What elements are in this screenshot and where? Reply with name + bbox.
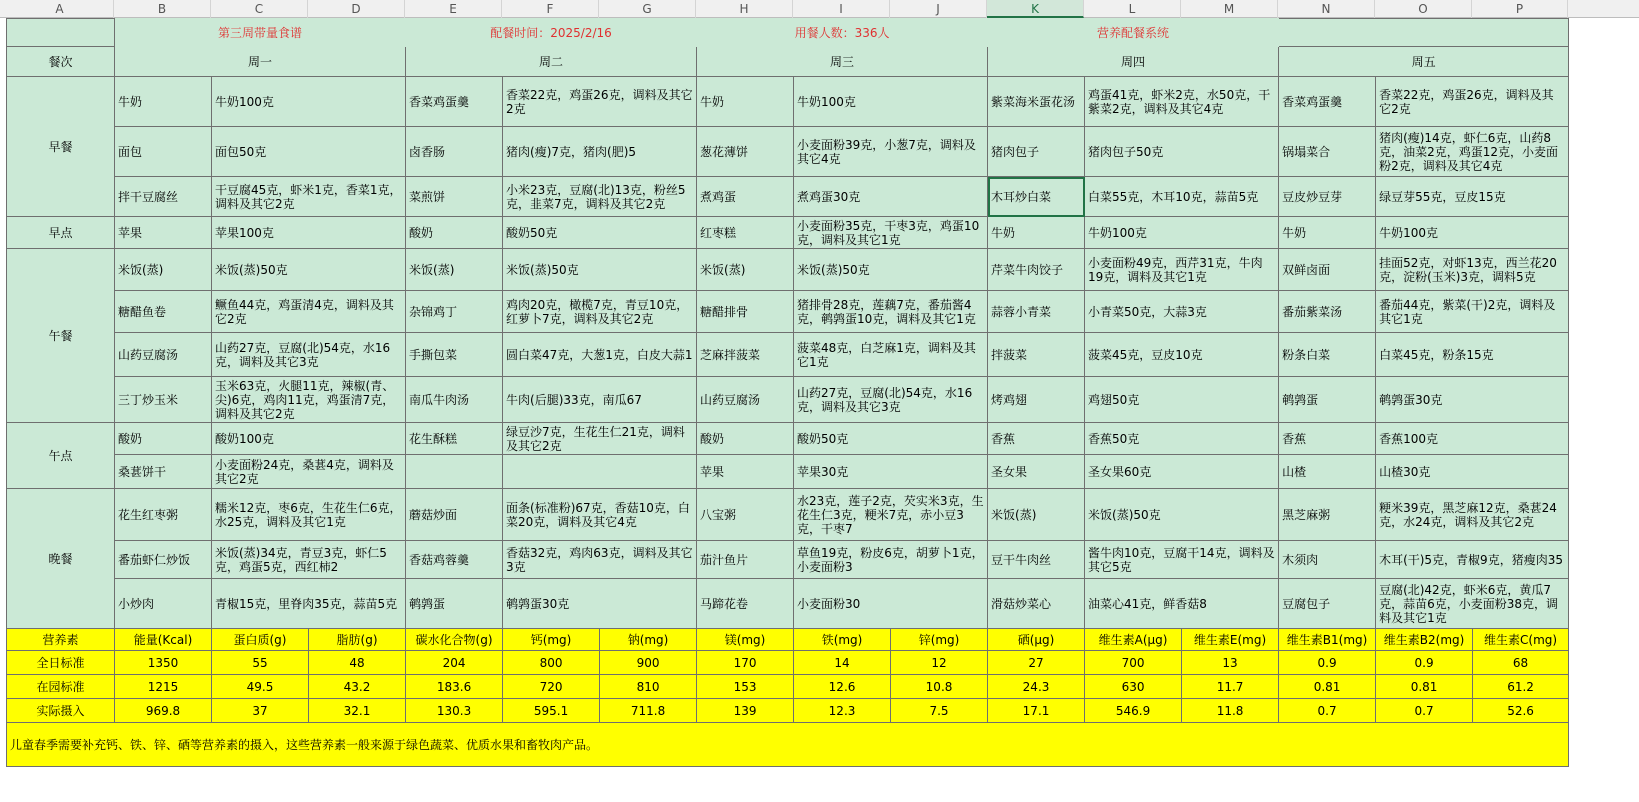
dish-ingredients[interactable]: 小麦面粉35克，干枣3克，鸡蛋10克，调料及其它1克 (794, 217, 988, 249)
nutrient-value[interactable]: 48 (309, 651, 406, 675)
dish-ingredients[interactable]: 米饭(蒸)34克，青豆3克，虾仁5克，鸡蛋5克，西红柿2 (212, 541, 406, 579)
standard-label[interactable]: 在园标准 (7, 675, 115, 699)
dish-ingredients[interactable]: 鸡翅50克 (1085, 377, 1279, 423)
dish-name[interactable]: 烤鸡翅 (988, 377, 1085, 423)
dish-ingredients[interactable]: 牛奶100克 (794, 77, 988, 127)
nutrient-value[interactable]: 12.3 (794, 699, 891, 723)
column-header-g[interactable]: G (599, 0, 696, 18)
dish-ingredients[interactable]: 牛肉(后腿)33克，南瓜67 (503, 377, 697, 423)
nutrient-value[interactable]: 52.6 (1473, 699, 1569, 723)
nutrient-header[interactable]: 蛋白质(g) (212, 629, 309, 651)
meal-column-header[interactable]: 餐次 (7, 47, 115, 77)
dish-ingredients[interactable]: 绿豆芽55克，豆皮15克 (1376, 177, 1569, 217)
dish-ingredients[interactable]: 酱牛肉10克，豆腐干14克，调料及其它5克 (1085, 541, 1279, 579)
dish-ingredients[interactable]: 猪排骨28克，莲藕7克，番茄酱4克，鹌鹑蛋10克，调料及其它1克 (794, 291, 988, 333)
meal-label[interactable]: 午点 (7, 423, 115, 489)
dish-ingredients[interactable]: 鹌鹑蛋30克 (503, 579, 697, 629)
nutrient-value[interactable]: 810 (600, 675, 697, 699)
dish-name[interactable]: 花生酥糕 (406, 423, 503, 455)
dish-name[interactable]: 山药豆腐汤 (697, 377, 794, 423)
nutrient-value[interactable]: 969.8 (115, 699, 212, 723)
dish-ingredients[interactable]: 粳米39克，黑芝麻12克，桑葚24克，水24克，调料及其它2克 (1376, 489, 1569, 541)
dish-ingredients[interactable]: 番茄44克，紫菜(干)2克，调料及其它1克 (1376, 291, 1569, 333)
nutrient-header[interactable]: 营养素 (7, 629, 115, 651)
dish-name[interactable]: 酸奶 (697, 423, 794, 455)
nutrient-value[interactable]: 12.6 (794, 675, 891, 699)
nutrient-value[interactable]: 0.9 (1279, 651, 1376, 675)
nutrient-value[interactable]: 14 (794, 651, 891, 675)
column-header-bar (0, 0, 1639, 18)
dish-name[interactable]: 苹果 (697, 455, 794, 489)
nutrient-header[interactable]: 维生素B1(mg) (1279, 629, 1376, 651)
dish-ingredients[interactable]: 糯米12克，枣6克，生花生仁6克，水25克，调料及其它1克 (212, 489, 406, 541)
dish-ingredients[interactable]: 山楂30克 (1376, 455, 1569, 489)
meal-label[interactable]: 午餐 (7, 249, 115, 423)
dish-ingredients[interactable]: 猪肉包子50克 (1085, 127, 1279, 177)
dish-name[interactable]: 茄汁鱼片 (697, 541, 794, 579)
dish-name[interactable]: 芝麻拌菠菜 (697, 333, 794, 377)
dish-name[interactable]: 豆干牛肉丝 (988, 541, 1085, 579)
dish-ingredients[interactable]: 米饭(蒸)50克 (1085, 489, 1279, 541)
menu-date[interactable]: 配餐时间：2025/2/16 (406, 19, 697, 47)
dish-name[interactable]: 酸奶 (115, 423, 212, 455)
dish-name[interactable]: 香蕉 (988, 423, 1085, 455)
dish-name[interactable]: 花生红枣粥 (115, 489, 212, 541)
dish-name[interactable]: 滑菇炒菜心 (988, 579, 1085, 629)
nutrient-value[interactable]: 7.5 (891, 699, 988, 723)
nutrient-value[interactable]: 183.6 (406, 675, 503, 699)
column-header-h[interactable]: H (696, 0, 793, 18)
nutrient-header[interactable]: 硒(μg) (988, 629, 1085, 651)
dish-ingredients[interactable]: 水23克，莲子2克，芡实米3克，生花生仁3克，粳米7克，赤小豆3克，干枣7 (794, 489, 988, 541)
column-header-m[interactable]: M (1181, 0, 1278, 18)
dish-ingredients[interactable]: 豆腐(北)42克，虾米6克，黄瓜7克，蒜苗6克，小麦面粉38克，调料及其它1克 (1376, 579, 1569, 629)
dish-name[interactable]: 米饭(蒸) (406, 249, 503, 291)
nutrient-value[interactable]: 546.9 (1085, 699, 1182, 723)
dish-name[interactable]: 煮鸡蛋 (697, 177, 794, 217)
dish-name[interactable]: 牛奶 (697, 77, 794, 127)
nutrient-header[interactable]: 维生素C(mg) (1473, 629, 1569, 651)
nutrient-value[interactable]: 139 (697, 699, 794, 723)
dish-name[interactable]: 鹌鹑蛋 (406, 579, 503, 629)
dish-name[interactable]: 粉条白菜 (1279, 333, 1376, 377)
nutrient-value[interactable]: 13 (1182, 651, 1279, 675)
dish-ingredients[interactable] (503, 455, 697, 489)
nutrient-value[interactable]: 595.1 (503, 699, 600, 723)
dish-ingredients[interactable]: 牛奶100克 (1085, 217, 1279, 249)
nutrient-value[interactable]: 0.7 (1279, 699, 1376, 723)
day-header-3[interactable]: 周三 (697, 47, 988, 77)
dish-ingredients[interactable]: 草鱼19克，粉皮6克，胡萝卜1克，小麦面粉3 (794, 541, 988, 579)
dish-ingredients[interactable]: 猪肉(瘦)14克，虾仁6克，山药8克，油菜2克，鸡蛋12克，小麦面粉2克，调料及其它4克 (1376, 127, 1569, 177)
dish-name[interactable]: 香菜鸡蛋羹 (406, 77, 503, 127)
standard-label[interactable]: 全日标准 (7, 651, 115, 675)
nutrient-value[interactable]: 1350 (115, 651, 212, 675)
nutrient-header[interactable]: 钠(mg) (600, 629, 697, 651)
dish-ingredients[interactable]: 菠菜45克，豆皮10克 (1085, 333, 1279, 377)
dish-name[interactable]: 豆皮炒豆芽 (1279, 177, 1376, 217)
nutrient-value[interactable]: 49.5 (212, 675, 309, 699)
dish-ingredients[interactable]: 菠菜48克，白芝麻1克，调料及其它1克 (794, 333, 988, 377)
dish-name[interactable]: 拌干豆腐丝 (115, 177, 212, 217)
dish-name[interactable]: 糖醋排骨 (697, 291, 794, 333)
dish-ingredients[interactable]: 香菇32克，鸡肉63克，调料及其它3克 (503, 541, 697, 579)
dish-name[interactable]: 芹菜牛肉饺子 (988, 249, 1085, 291)
nutrient-header[interactable]: 维生素A(μg) (1085, 629, 1182, 651)
nutrient-header[interactable]: 锌(mg) (891, 629, 988, 651)
system-name[interactable]: 营养配餐系统 (988, 19, 1279, 47)
dish-name[interactable]: 苹果 (115, 217, 212, 249)
dish-name[interactable]: 三丁炒玉米 (115, 377, 212, 423)
nutrient-value[interactable]: 24.3 (988, 675, 1085, 699)
column-header-e[interactable]: E (405, 0, 502, 18)
dish-name[interactable] (406, 455, 503, 489)
dish-ingredients[interactable]: 香菜22克，鸡蛋26克，调料及其它2克 (1376, 77, 1569, 127)
dish-name[interactable]: 香蕉 (1279, 423, 1376, 455)
dish-ingredients[interactable]: 煮鸡蛋30克 (794, 177, 988, 217)
dish-name[interactable]: 手撕包菜 (406, 333, 503, 377)
dish-ingredients[interactable]: 白菜45克，粉条15克 (1376, 333, 1569, 377)
dish-name[interactable]: 菜煎饼 (406, 177, 503, 217)
dish-name[interactable]: 香菇鸡蓉羹 (406, 541, 503, 579)
dish-ingredients[interactable]: 山药27克，豆腐(北)54克，水16克，调料及其它3克 (212, 333, 406, 377)
dish-ingredients[interactable]: 白菜55克，木耳10克，蒜苗5克 (1085, 177, 1279, 217)
dish-name[interactable]: 番茄虾仁炒饭 (115, 541, 212, 579)
dish-ingredients[interactable]: 鸡蛋41克，虾米2克，水50克，干紫菜2克，调料及其它4克 (1085, 77, 1279, 127)
nutrient-value[interactable]: 11.8 (1182, 699, 1279, 723)
dish-ingredients[interactable]: 香菜22克，鸡蛋26克，调料及其它2克 (503, 77, 697, 127)
dish-name[interactable]: 黑芝麻粥 (1279, 489, 1376, 541)
nutrient-value[interactable]: 0.81 (1376, 675, 1473, 699)
nutrient-value[interactable]: 11.7 (1182, 675, 1279, 699)
dish-name[interactable]: 米饭(蒸) (115, 249, 212, 291)
nutrient-value[interactable]: 800 (503, 651, 600, 675)
dish-ingredients[interactable]: 小麦面粉24克，桑葚4克，调料及其它2克 (212, 455, 406, 489)
nutrient-value[interactable]: 0.81 (1279, 675, 1376, 699)
dish-name[interactable]: 葱花薄饼 (697, 127, 794, 177)
nutrient-header[interactable]: 碳水化合物(g) (406, 629, 503, 651)
dish-ingredients[interactable]: 山药27克，豆腐(北)54克，水16克，调料及其它3克 (794, 377, 988, 423)
dish-name[interactable]: 紫菜海米蛋花汤 (988, 77, 1085, 127)
dish-ingredients[interactable]: 木耳(干)5克，青椒9克，猪瘦肉35 (1376, 541, 1569, 579)
day-header-4[interactable]: 周四 (988, 47, 1279, 77)
nutrient-value[interactable]: 0.9 (1376, 651, 1473, 675)
dish-ingredients[interactable]: 绿豆沙7克，生花生仁21克，调料及其它2克 (503, 423, 697, 455)
dish-name[interactable]: 圣女果 (988, 455, 1085, 489)
dish-ingredients[interactable]: 香蕉100克 (1376, 423, 1569, 455)
dish-name[interactable]: 杂锦鸡丁 (406, 291, 503, 333)
nutrient-value[interactable]: 68 (1473, 651, 1569, 675)
nutrient-value[interactable]: 720 (503, 675, 600, 699)
column-header-b[interactable]: B (114, 0, 211, 18)
dish-ingredients[interactable]: 米饭(蒸)50克 (503, 249, 697, 291)
dish-ingredients[interactable]: 面条(标准粉)67克，香菇10克，白菜20克，调料及其它4克 (503, 489, 697, 541)
meal-label[interactable]: 早点 (7, 217, 115, 249)
blank-cell[interactable] (7, 19, 115, 47)
dish-ingredients[interactable]: 米饭(蒸)50克 (794, 249, 988, 291)
nutrient-header[interactable]: 钙(mg) (503, 629, 600, 651)
nutrient-value[interactable]: 17.1 (988, 699, 1085, 723)
dish-name[interactable]: 小炒肉 (115, 579, 212, 629)
dish-ingredients[interactable]: 酸奶100克 (212, 423, 406, 455)
column-header-k[interactable]: K (987, 0, 1084, 18)
dish-name[interactable]: 锅塌菜合 (1279, 127, 1376, 177)
nutrient-value[interactable]: 12 (891, 651, 988, 675)
column-header-o[interactable]: O (1375, 0, 1472, 18)
dish-name[interactable]: 木须肉 (1279, 541, 1376, 579)
nutrient-header[interactable]: 镁(mg) (697, 629, 794, 651)
nutrient-value[interactable]: 170 (697, 651, 794, 675)
dish-ingredients[interactable]: 圣女果60克 (1085, 455, 1279, 489)
dish-ingredients[interactable]: 小麦面粉30 (794, 579, 988, 629)
dish-name[interactable]: 面包 (115, 127, 212, 177)
dish-name[interactable]: 山药豆腐汤 (115, 333, 212, 377)
nutrient-value[interactable]: 1215 (115, 675, 212, 699)
menu-title[interactable]: 第三周带量食谱 (115, 19, 406, 47)
nutrient-value[interactable]: 61.2 (1473, 675, 1569, 699)
blank-cell[interactable] (1279, 19, 1569, 47)
nutrient-value[interactable]: 27 (988, 651, 1085, 675)
dish-ingredients[interactable]: 米饭(蒸)50克 (212, 249, 406, 291)
dish-ingredients[interactable]: 面包50克 (212, 127, 406, 177)
dish-name[interactable]: 红枣糕 (697, 217, 794, 249)
column-header-f[interactable]: F (502, 0, 599, 18)
dish-name[interactable]: 蒜蓉小青菜 (988, 291, 1085, 333)
dish-name[interactable]: 糖醋鱼卷 (115, 291, 212, 333)
dish-ingredients[interactable]: 猪肉(瘦)7克，猪肉(肥)5 (503, 127, 697, 177)
nutrient-value[interactable]: 32.1 (309, 699, 406, 723)
dish-ingredients[interactable]: 青椒15克，里脊肉35克，蒜苗5克 (212, 579, 406, 629)
dish-ingredients[interactable]: 酸奶50克 (503, 217, 697, 249)
nutrient-value[interactable]: 700 (1085, 651, 1182, 675)
dish-name[interactable]: 南瓜牛肉汤 (406, 377, 503, 423)
dish-name[interactable]: 牛奶 (1279, 217, 1376, 249)
column-header-i[interactable]: I (793, 0, 890, 18)
dish-ingredients[interactable]: 酸奶50克 (794, 423, 988, 455)
dish-name[interactable]: 山楂 (1279, 455, 1376, 489)
dish-name[interactable]: 米饭(蒸) (697, 249, 794, 291)
nutrient-header[interactable]: 脂肪(g) (309, 629, 406, 651)
column-header-d[interactable]: D (308, 0, 405, 18)
meal-label[interactable]: 晚餐 (7, 489, 115, 629)
dish-name[interactable]: 香菜鸡蛋羹 (1279, 77, 1376, 127)
dish-ingredients[interactable]: 小麦面粉39克，小葱7克，调料及其它4克 (794, 127, 988, 177)
column-header-n[interactable]: N (1278, 0, 1375, 18)
dish-ingredients[interactable]: 挂面52克，对虾13克，西兰花20克，淀粉(玉米)3克，调料5克 (1376, 249, 1569, 291)
dish-ingredients[interactable]: 鸡肉20克，橄榄7克，青豆10克，红萝卜7克，调料及其它2克 (503, 291, 697, 333)
nutrient-value[interactable]: 900 (600, 651, 697, 675)
nutrient-value[interactable]: 711.8 (600, 699, 697, 723)
nutrient-header[interactable]: 铁(mg) (794, 629, 891, 651)
nutrient-value[interactable]: 43.2 (309, 675, 406, 699)
column-header-p[interactable]: P (1472, 0, 1568, 18)
dish-name[interactable]: 卤香肠 (406, 127, 503, 177)
dish-name[interactable]: 豆腐包子 (1279, 579, 1376, 629)
day-header-1[interactable]: 周一 (115, 47, 406, 77)
column-header-j[interactable]: J (890, 0, 987, 18)
column-header-c[interactable]: C (211, 0, 308, 18)
nutrient-value[interactable]: 204 (406, 651, 503, 675)
dish-name[interactable]: 猪肉包子 (988, 127, 1085, 177)
dish-ingredients[interactable]: 鹌鹑蛋30克 (1376, 377, 1569, 423)
column-header-l[interactable]: L (1084, 0, 1181, 18)
dish-name[interactable]: 番茄紫菜汤 (1279, 291, 1376, 333)
dish-ingredients[interactable]: 苹果30克 (794, 455, 988, 489)
dish-ingredients[interactable]: 小麦面粉49克，西芹31克，牛肉19克，调料及其它1克 (1085, 249, 1279, 291)
nutrient-value[interactable]: 10.8 (891, 675, 988, 699)
dish-ingredients[interactable]: 玉米63克，火腿11克，辣椒(青、尖)6克，鸡肉11克，鸡蛋清7克，调料及其它2克 (212, 377, 406, 423)
menu-table (6, 18, 1569, 767)
dish-ingredients[interactable]: 鳜鱼44克，鸡蛋清4克，调料及其它2克 (212, 291, 406, 333)
nutrient-header[interactable]: 能量(Kcal) (115, 629, 212, 651)
nutrient-value[interactable]: 0.7 (1376, 699, 1473, 723)
nutrient-value[interactable]: 153 (697, 675, 794, 699)
dish-name[interactable]: 牛奶 (115, 77, 212, 127)
nutrient-header[interactable]: 维生素B2(mg) (1376, 629, 1473, 651)
dish-name[interactable]: 马蹄花卷 (697, 579, 794, 629)
nutrient-value[interactable]: 630 (1085, 675, 1182, 699)
dish-name[interactable]: 酸奶 (406, 217, 503, 249)
dish-ingredients[interactable]: 苹果100克 (212, 217, 406, 249)
column-header-a[interactable]: A (6, 0, 114, 18)
dish-name[interactable]: 八宝粥 (697, 489, 794, 541)
dish-ingredients[interactable]: 干豆腐45克，虾米1克，香菜1克，调料及其它2克 (212, 177, 406, 217)
day-header-5[interactable]: 周五 (1279, 47, 1569, 77)
dish-ingredients[interactable]: 小米23克，豆腐(北)13克，粉丝5克，韭菜7克，调料及其它2克 (503, 177, 697, 217)
nutrient-value[interactable]: 55 (212, 651, 309, 675)
day-header-2[interactable]: 周二 (406, 47, 697, 77)
dish-name[interactable]: 牛奶 (988, 217, 1085, 249)
nutrient-value[interactable]: 37 (212, 699, 309, 723)
nutrient-header[interactable]: 维生素E(mg) (1182, 629, 1279, 651)
dish-name[interactable]: 蘑菇炒面 (406, 489, 503, 541)
dish-ingredients[interactable]: 圆白菜47克，大葱1克，白皮大蒜1 (503, 333, 697, 377)
dish-ingredients[interactable]: 小青菜50克，大蒜3克 (1085, 291, 1279, 333)
dish-name[interactable]: 双鲜卤面 (1279, 249, 1376, 291)
meal-label[interactable]: 早餐 (7, 77, 115, 217)
diner-count[interactable]: 用餐人数：336人 (697, 19, 988, 47)
dish-ingredients[interactable]: 牛奶100克 (1376, 217, 1569, 249)
dish-name[interactable]: 鹌鹑蛋 (1279, 377, 1376, 423)
nutrient-value[interactable]: 130.3 (406, 699, 503, 723)
spreadsheet-grid[interactable] (0, 18, 1639, 802)
dish-ingredients[interactable]: 油菜心41克，鲜香菇8 (1085, 579, 1279, 629)
dish-ingredients[interactable]: 牛奶100克 (212, 77, 406, 127)
dish-name[interactable]: 拌菠菜 (988, 333, 1085, 377)
standard-label[interactable]: 实际摄入 (7, 699, 115, 723)
dish-name[interactable]: 米饭(蒸) (988, 489, 1085, 541)
nutrition-note[interactable]: 儿童春季需要补充钙、铁、锌、硒等营养素的摄入，这些营养素一般来源于绿色蔬菜、优质水果和畜牧肉产品。 (7, 723, 1569, 767)
dish-name[interactable]: 木耳炒白菜 (988, 177, 1085, 217)
dish-name[interactable]: 桑葚饼干 (115, 455, 212, 489)
dish-ingredients[interactable]: 香蕉50克 (1085, 423, 1279, 455)
